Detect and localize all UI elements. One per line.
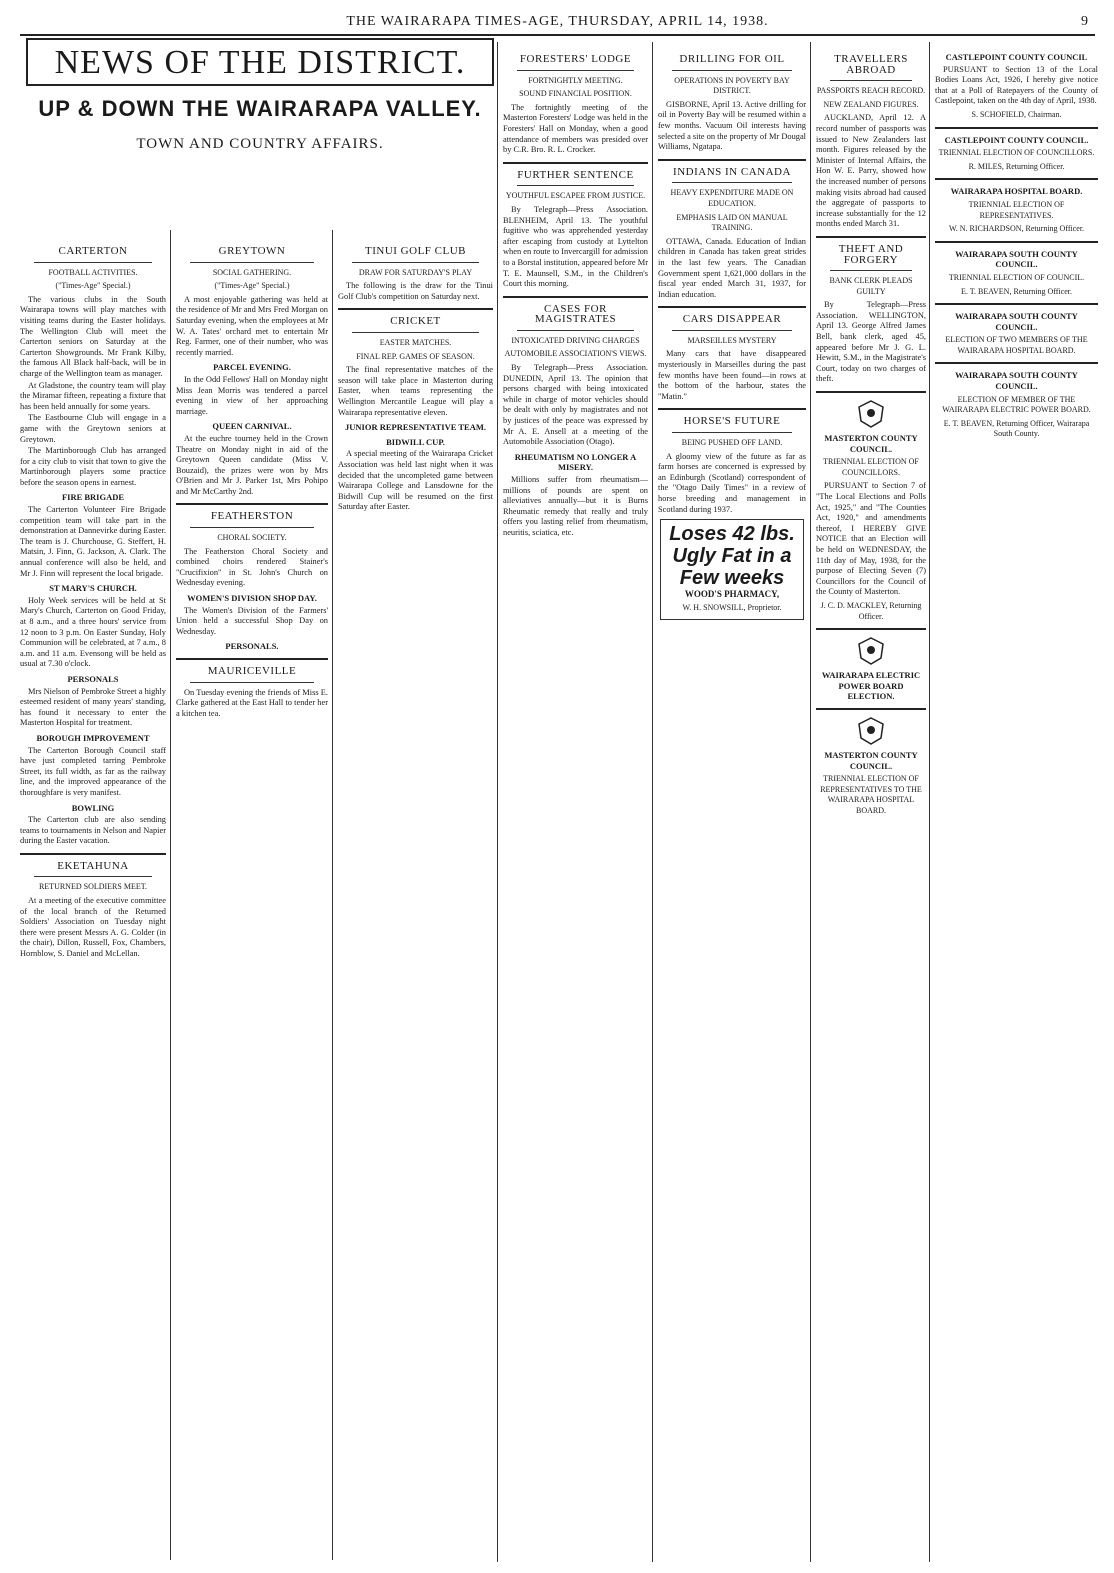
paragraph: Many cars that have disappeared mysteriously in Marseilles during the past few months have been found—in rows at the bottom of the harbour, states the "Matin."	[658, 349, 806, 401]
section-heading: MAURICEVILLE	[207, 665, 297, 677]
subheading: PERSONALS.	[225, 641, 279, 652]
notice-signature: W. N. RICHARDSON, Returning Officer.	[948, 224, 1085, 234]
section-heading: FEATHERSTON	[210, 510, 294, 523]
divider	[517, 330, 634, 331]
divider	[34, 876, 152, 877]
section-subheading: BEING PUSHED OFF LAND.	[681, 438, 783, 448]
notice-subtitle: ELECTION OF MEMBER OF THE WAIRARAPA ELECTRIC POWER BOARD.	[942, 394, 1091, 415]
divider	[20, 853, 166, 855]
section-heading: HORSE'S FUTURE	[683, 415, 781, 428]
section-subheading: OPERATIONS IN POVERTY BAY DISTRICT.	[674, 75, 790, 96]
column-notices	[935, 48, 1098, 1563]
subheading: BIDWILL CUP.	[386, 436, 445, 447]
section-subheading: DRAW FOR SATURDAY'S PLAY	[358, 267, 473, 277]
section-heading: FURTHER SENTENCE	[517, 168, 634, 181]
column-rule	[497, 42, 498, 1562]
section-subheading: AUTOMOBILE ASSOCIATION'S VIEWS.	[504, 349, 647, 359]
divider	[503, 296, 648, 298]
masthead-line	[20, 14, 1095, 30]
paragraph: Mrs Nielson of Pembroke Street a highly esteemed resident of many years' standing, has found it necessary to enter the Masterton Hospital for treatment.	[20, 686, 166, 728]
column-oil-indians	[658, 48, 806, 1563]
section-subheading: PASSPORTS REACH RECORD.	[816, 86, 926, 96]
paragraph: AUCKLAND, April 12. A record number of passports was issued to New Zealanders last month. Figures released by the Minister of Internal Affairs, the Hon W. E. Parry, showed how the increased number of persons making visits abroad had caused the aggregate of passports to increase substantially for the 12 months ended March 31.	[816, 113, 926, 229]
notice-subtitle: TRIENNIAL ELECTION OF REPRESENTATIVES.	[968, 199, 1065, 220]
notice-title: WAIRARAPA SOUTH COUNTY COUNCIL.	[955, 311, 1078, 332]
column-carterton	[20, 240, 166, 1565]
notice-signature: R. MILES, Returning Officer.	[968, 161, 1065, 171]
section-subheading: FINAL REP. GAMES OF SEASON.	[356, 351, 475, 361]
notice-subtitle: TRIENNIAL ELECTION OF COUNCIL.	[948, 272, 1085, 282]
divider	[190, 262, 314, 263]
subheading: WOMEN'S DIVISION SHOP DAY.	[187, 593, 317, 604]
section-heading: CASES FOR MAGISTRATES	[534, 302, 617, 326]
ad-headline: Loses 42 lbs. Ugly Fat in a Few weeks	[669, 523, 795, 590]
divider	[816, 236, 926, 238]
divider	[672, 182, 792, 183]
section-subheading: HEAVY EXPENDITURE MADE ON EDUCATION.	[670, 188, 794, 208]
section-heading: FORESTERS' LODGE	[519, 53, 632, 65]
ad-proprietor: W. H. SNOWSILL, Proprietor.	[682, 602, 782, 612]
divider	[34, 262, 152, 263]
divider	[935, 127, 1098, 129]
section-subheading: BANK CLERK PLEADS GUILTY	[829, 276, 913, 296]
divider	[935, 178, 1098, 180]
divider	[672, 432, 792, 433]
paragraph: The Carterton Borough Council staff have just completed tarring Pembroke Street, its full width, as far as the railway line, and the improved appearance of the thoroughfare is very manifest.	[20, 745, 166, 797]
subheading: QUEEN CARNIVAL.	[212, 421, 292, 432]
byline: ("Times-Age" Special.)	[214, 281, 290, 291]
divider	[176, 503, 328, 505]
notice-body: PURSUANT to Section 7 of "The Local Elections and Polls Act, 1925," and "The Counties Act, 1920," and amendments thereof, I HEREBY GIVE NOTICE that an Election will be held on WEDNESDAY, the 11th day of May, 1938, for the purpose of Electing Seven (7) Councillors for the Council of the County of Masterton.	[816, 481, 926, 597]
column-foresters	[503, 48, 648, 1563]
paragraph: The Carterton club are also sending teams to tournaments in Nelson and Napier during the Easter vacation.	[20, 815, 166, 846]
page-header	[20, 14, 1095, 36]
divider	[517, 185, 634, 186]
divider	[176, 658, 328, 660]
section-subheading: FORTNIGHTLY MEETING.	[528, 75, 623, 85]
paragraph: The various clubs in the South Wairarapa towns will play matches with visiting teams during the Easter holidays. The Wellington Club will meet the Carterton seniors on Saturday at the Carterton Showgrounds. Mr Frank Kilby, the famous All Black half-back, will be in charge of the Wellington team as manager.	[20, 294, 166, 378]
column-rule	[332, 230, 333, 1560]
subheading: PARCEL EVENING.	[213, 362, 291, 373]
ad-pharmacy-name: WOOD'S PHARMACY,	[684, 589, 780, 600]
divider	[658, 306, 806, 308]
notice-body: PURSUANT to Section 13 of the Local Bodies Loans Act, 1926, I hereby give notice that at a Poll of Ratepayers of the County of Castlepoint, taken on the 4th day of April, 1938.	[935, 64, 1098, 106]
section-heading: CARS DISAPPEAR	[682, 313, 782, 326]
divider	[830, 80, 912, 81]
paragraph: Holy Week services will be held at St Mary's Church, Carterton on Good Friday, at 8 a.m., and a three hours' service from 12 noon to 3 p.m. On Easter Sunday, Holy Communion will be celebrated, at 7 a.m., 8 a.m. and 11 a.m. Evensong will be held as usual at 7.30 o'clock.	[20, 595, 166, 669]
column-rule	[170, 230, 171, 1560]
banner-title: NEWS OF THE DISTRICT.	[26, 38, 494, 86]
notice-signature: E. T. BEAVEN, Returning Officer.	[961, 286, 1072, 296]
divider	[658, 408, 806, 410]
section-subheading: RETURNED SOLDIERS MEET.	[38, 882, 148, 892]
notice-title: CASTLEPOINT COUNTY COUNCIL	[945, 52, 1088, 62]
byline: ("Times-Age" Special.)	[55, 281, 131, 291]
section-subheading: NEW ZEALAND FIGURES.	[823, 99, 919, 109]
divider	[672, 330, 792, 331]
notice-subtitle: TRIENNIAL ELECTION OF COUNCILLORS.	[938, 148, 1095, 158]
subheading: ST MARY'S CHURCH.	[49, 583, 137, 594]
column-rule	[810, 42, 811, 1562]
section-subheading: FOOTBALL ACTIVITIES.	[48, 267, 138, 277]
section-heading: THEFT AND FORGERY	[838, 242, 904, 266]
paragraph: The fortnightly meeting of the Masterton Foresters' Lodge was held in the Foresters' Hall on Monday, when a good attendance of members was presided over by C.R. Bro. R. L. Crocker.	[503, 102, 648, 155]
subheading: BOWLING	[71, 802, 115, 813]
subheading: RHEUMATISM NO LONGER A MISERY.	[514, 451, 637, 473]
section-subheading: EMPHASIS LAID ON MANUAL TRAINING.	[676, 212, 788, 233]
paragraph: The Carterton Volunteer Fire Brigade competition team will take part in the demonstration at Dannevirke during Easter. The team is J. Churchouse, G. Steffert, H. Matsin, J. Finn, G. Jackson, A. Clark. The annual conference will also be held, and Mr J. Finn will represent the local brigade.	[20, 505, 166, 578]
page-number: 9	[1081, 14, 1089, 29]
notice-title: MASTERTON COUNTY COUNCIL.	[824, 433, 918, 454]
divider	[352, 332, 479, 333]
divider	[935, 362, 1098, 364]
divider	[935, 303, 1098, 305]
banner-subtitle-2: TOWN AND COUNTRY AFFAIRS.	[136, 136, 384, 152]
section-subheading: MARSEILLES MYSTERY	[687, 335, 777, 345]
notice-signature: J. C. D. MACKLEY, Returning Officer.	[820, 600, 922, 621]
coat-of-arms-icon	[851, 399, 891, 429]
divider	[517, 70, 634, 71]
section-heading: CRICKET	[390, 315, 441, 328]
coat-of-arms-icon	[851, 716, 891, 746]
section-heading: INDIANS IN CANADA	[673, 165, 791, 178]
coat-of-arms-icon	[851, 636, 891, 666]
section-heading: DRILLING FOR OIL	[679, 53, 785, 65]
column-rule	[929, 42, 930, 1562]
column-travellers-notices	[816, 48, 926, 1563]
paragraph: The Martinborough Club has arranged for a city club to visit that town to give the Martinborough players some practice before the season opens in earnest.	[20, 446, 166, 487]
paragraph: The Eastbourne Club will engage in a game with the Greytown seniors at Greytown.	[20, 413, 166, 444]
paragraph: The following is the draw for the Tinui Golf Club's competition on Saturday next.	[338, 281, 493, 301]
column-greytown	[176, 240, 328, 1565]
column-rule	[652, 42, 653, 1562]
paragraph: At a meeting of the executive committee of the local branch of the Returned Soldiers' Association on Tuesday night there were present Messrs A. G. Colder (in the chair), Dillon, Russell, Fox, Chambers, Hornblow, S. Daniel and McLellan.	[20, 896, 166, 959]
paragraph: On Tuesday evening the friends of Miss E. Clarke gathered at the East Hall to tender her a kitchen tea.	[176, 687, 328, 718]
paragraph: At Gladstone, the country team will play the Miramar fifteen, repeating a fixture that has been held annually for some years.	[20, 380, 166, 411]
paragraph: The Featherston Choral Society and combined choirs rendered Stainer's "Crucifixion" in St. John's Church on Wednesday evening.	[176, 546, 328, 588]
divider	[672, 70, 792, 71]
paragraph: The Women's Division of the Farmers' Union held a successful Shop Day on Wednesday.	[176, 605, 328, 636]
paragraph: In the Odd Fellows' Hall on Monday night Miss Jean Morris was tendered a parcel evening in view of her approaching marriage.	[176, 374, 328, 416]
subheading: JUNIOR REPRESENTATIVE TEAM.	[345, 422, 486, 433]
section-heading: CARTERTON	[58, 245, 128, 257]
section-subheading: CHORAL SOCIETY.	[217, 533, 287, 543]
notice-title: WAIRARAPA HOSPITAL BOARD.	[950, 186, 1083, 197]
notice-subtitle: TRIENNIAL ELECTION OF COUNCILLORS.	[823, 457, 919, 477]
paragraph: OTTAWA, Canada. Education of Indian children in Canada has taken great strides in the last few years. The Canadian Government spent 1,621,000 dollars in the fiscal year ended March 31, 1937, for Indian education.	[658, 236, 806, 299]
advertisement-woods-pharmacy	[660, 519, 804, 620]
paragraph: A special meeting of the Wairarapa Cricket Association was held last night when it was decided that the uncompleted game between Wairarapa College and Lansdowne for the Bidwill Cup will be resumed on the first Saturday after Easter.	[338, 449, 493, 512]
paragraph: A gloomy view of the future as far as farm horses are concerned is expressed by an Edinburgh (Scotland) correspondent of the "Otago Daily Times" in a review of horse breeding and management in Scotland during 1937.	[658, 451, 806, 514]
divider	[190, 682, 314, 683]
subheading: FIRE BRIGADE	[61, 492, 125, 503]
notice-title: WAIRARAPA SOUTH COUNTY COUNCIL.	[955, 370, 1078, 392]
paragraph: Millions suffer from rheumatism—millions of pounds are spent on alleviatives annually—but it is Burns Rheumatic remedy that really and truly offers you lasting relief from rheumatism, neuritis, sciatica, etc.	[503, 475, 648, 537]
section-heading: TRAVELLERS ABROAD	[834, 53, 908, 76]
paragraph: By Telegraph—Press Association. WELLINGTON, April 13. George Alfred James Bell, bank clerk, aged 45, appeared before Mr J. G. L. Hewitt, S.M., in the Magistrate's Court, today on two charges of theft.	[816, 300, 926, 384]
divider	[830, 270, 912, 271]
notice-title: WAIRARAPA ELECTRIC POWER BOARD ELECTION.	[821, 670, 921, 702]
divider	[816, 708, 926, 710]
section-subheading: YOUTHFUL ESCAPEE FROM JUSTICE.	[505, 191, 646, 201]
banner-subtitle: UP & DOWN THE WAIRARAPA VALLEY.	[38, 96, 482, 121]
notice-subtitle: TRIENNIAL ELECTION OF REPRESENTATIVES TO THE WAIRARAPA HOSPITAL BOARD.	[820, 774, 922, 815]
masthead-title: THE WAIRARAPA TIMES-AGE,	[346, 14, 565, 29]
notice-title: MASTERTON COUNTY COUNCIL.	[824, 749, 918, 771]
notice-title: WAIRARAPA SOUTH COUNTY COUNCIL.	[955, 248, 1078, 270]
section-heading: GREYTOWN	[218, 245, 286, 257]
subheading: PERSONALS	[67, 673, 119, 684]
paragraph: At the euchre tourney held in the Crown Theatre on Monday night in aid of the Greytown Queen candidate (Miss V. Bouzaid), the prizes were won by Mrs O'Brien and Mr J. Parker 1st, Mrs Pohipo and Mr McCarthy 2nd.	[176, 433, 328, 496]
divider	[190, 527, 314, 528]
column-tinui-cricket	[338, 48, 493, 1563]
notice-title: CASTLEPOINT COUNTY COUNCIL.	[944, 134, 1089, 145]
paragraph: A most enjoyable gathering was held at the residence of Mr and Mrs Fred Morgan on Saturday evening, when the employees at Mr W. A. Tates' orchard met to entertain Mr Reg. Farmer, one of their number, who was recently married.	[176, 294, 328, 357]
section-subheading: SOUND FINANCIAL POSITION.	[519, 89, 632, 99]
divider	[816, 391, 926, 393]
section-subheading: INTOXICATED DRIVING CHARGES	[511, 335, 640, 345]
section-heading: TINUI GOLF CLUB	[365, 245, 466, 257]
masthead-date: THURSDAY, APRIL 14, 1938.	[568, 14, 769, 29]
divider	[352, 262, 479, 263]
paragraph: By Telegraph—Press Association. BLENHEIM, April 13. The youthful fugitive who was apprehended yesterday after escaping from custody at Lyttelton when en route to Invercargill for admission to a Borstal institution, appeared before Mr T. E. Maunsell, S.M., in the Children's Court this morning.	[503, 204, 648, 289]
notice-signature: E. T. BEAVEN, Returning Officer, Wairarapa South County.	[943, 418, 1090, 439]
section-subheading: EASTER MATCHES.	[379, 337, 452, 347]
divider	[658, 159, 806, 161]
paragraph: GISBORNE, April 13. Active drilling for oil in Poverty Bay will be resumed within a few months. Vacuum Oil interests having selected a site on the property of Mr Dougal Williams, Ngatapa.	[658, 99, 806, 152]
notice-signature: S. SCHOFIELD, Chairman.	[971, 109, 1062, 119]
paragraph: By Telegraph—Press Association. DUNEDIN, April 13. The opinion that persons charged with being intoxicated while in charge of motor vehicles should be dealt with only by magistrates and not by justices of the peace was expressed by Mr A. E. Ansell at a meeting of the Automobile Association (Otago).	[503, 363, 648, 447]
divider	[816, 628, 926, 630]
divider	[338, 308, 493, 310]
divider	[935, 241, 1098, 243]
subheading: BOROUGH IMPROVEMENT	[36, 732, 150, 743]
section-subheading: SOCIAL GATHERING.	[212, 267, 292, 277]
divider	[503, 162, 648, 164]
paragraph: The final representative matches of the season will take place in Masterton during Easter, when teams representing the Wellington Mercantile League will play a Wairarapa representative eleven.	[338, 365, 493, 417]
notice-subtitle: ELECTION OF TWO MEMBERS OF THE WAIRARAPA HOSPITAL BOARD.	[945, 335, 1088, 355]
section-heading: EKETAHUNA	[57, 859, 129, 872]
